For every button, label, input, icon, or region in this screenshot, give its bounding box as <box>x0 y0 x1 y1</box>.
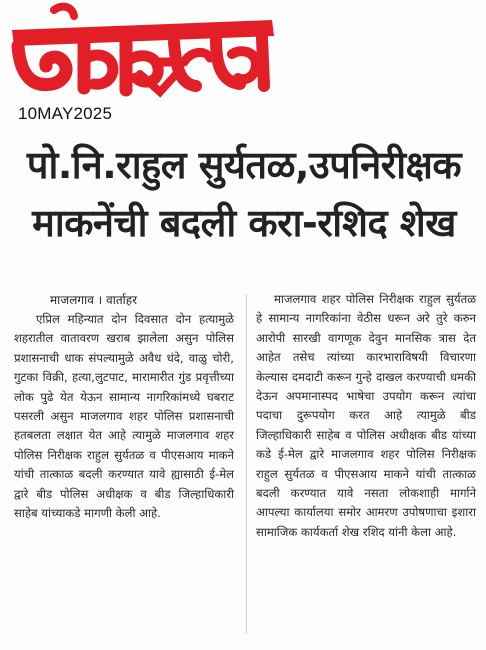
column-divider <box>246 294 247 634</box>
edition-date: 10MAY2025 <box>18 104 113 123</box>
headline-line-2: माकनेंची बदली करा-रशिद शेख <box>32 201 456 245</box>
article-dateline: माजलगाव । वार्ताहर <box>50 293 138 307</box>
logo-mark <box>10 2 280 100</box>
article-column-left <box>14 290 234 523</box>
article-paragraph-right: माजलगाव शहर पोलिस निरीक्षक राहुल सुर्यतळ हे सामान्य नागरिकांना वेठीस धरून अरे तुरे करुन आरोपी सारखी वागणूक देवुन मानसिक त्रास देत आहेत तसेच त्यांच्या कारभाराविषयी विचारणा केल्यास दमदाटी करून गुन्हे दाखल करण्याची धमकी देऊन अपमानास्पद भाषेचा उपयोग करून त्यांचा पदाचा दुरूपयोग करत आहे त्यामुळे बीड जिल्हाधिकारी साहेब व पोलिस अधीक्षक बीड यांच्या कडे ई-मेल द्वारे माजलगाव शहर पोलिस निरीक्षक राहुल सुर्यतळ व पीएसआय माकने यांची तात्काळ बदली करण्यात यावे नसता लोकशाही मार्गाने आपल्या कार्यालया समोर आमरण उपोषणाचा इशारा सामाजिक कार्यकर्ता शेख रशिद यांनी केला आहे. <box>256 292 476 539</box>
article-headline <box>8 136 480 252</box>
article-body <box>14 290 476 642</box>
article-column-right <box>256 290 476 542</box>
newspaper-logo <box>10 2 280 100</box>
headline-line-1: पो.नि.राहुल सुर्यतळ,उपनिरीक्षक <box>26 143 462 187</box>
article-paragraph-left: एप्रिल महिन्यात दोन दिवसात दोन हत्यामुळे शहरातील वातावरण खराब झालेला असुन पोलिस प्रशासनाची धाक संपल्यामुळे अवैध धंदे, वाळु चोरी, गुटका विक्री, हत्या,लुटपाट, मारामारीत गुंड प्रवृत्तीच्या लोक पुढे येत येऊन सामान्य नागरिकांमध्ये घबराट पसरली असुन माजलगाव शहर पोलिस प्रशासनाची हतबलता लक्षात येत आहे त्यामुळे माजलगाव शहर पोलिस निरीक्षक राहुल सुर्यतळ व पीएसआय माकने यांची तात्काळ बदली करण्यात यावे ह्यासाठी ई-मेल द्वारे बीड पोलिस अधीक्षक व बीड जिल्हाधिकारी साहेब यांच्याकडे मागणी केली आहे. <box>14 312 234 521</box>
